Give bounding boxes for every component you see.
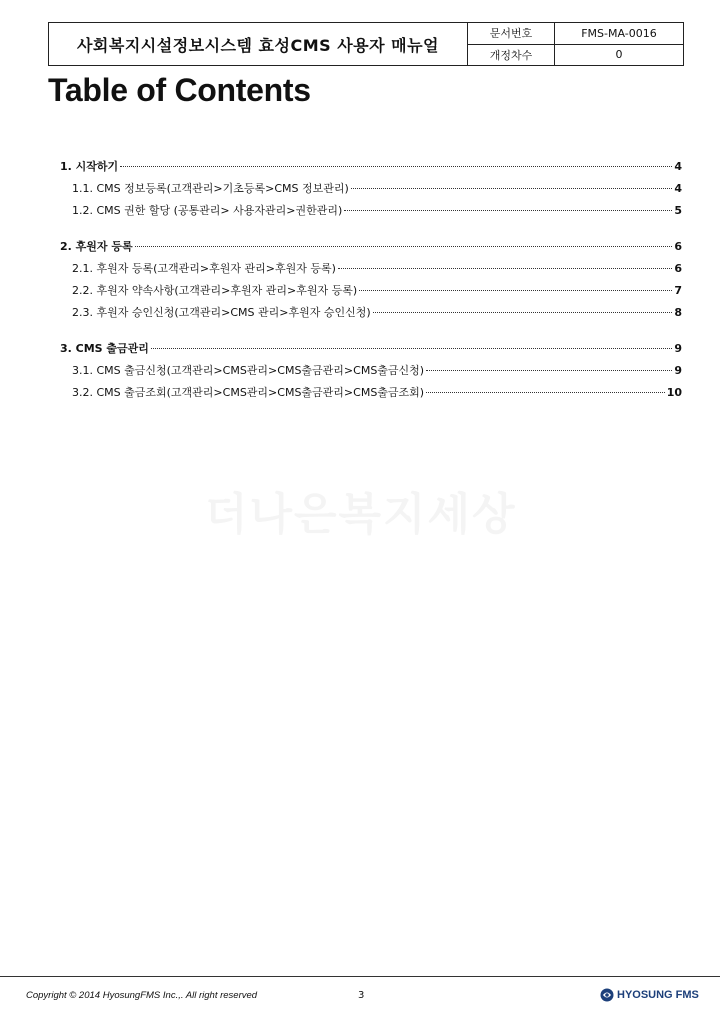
company-logo xyxy=(600,988,699,1002)
toc-page-number: 4 xyxy=(674,182,682,195)
toc-subsection-entry[interactable] xyxy=(60,384,682,406)
toc-page-number: 4 xyxy=(674,160,682,173)
toc-leader-dots xyxy=(344,210,672,211)
toc-section xyxy=(60,158,682,224)
toc-subsection-entry[interactable] xyxy=(60,362,682,384)
footer-copyright: Copyright © 2014 HyosungFMS Inc.,. All right reserved xyxy=(26,990,258,1001)
toc-page-number: 9 xyxy=(674,364,682,377)
revision-label: 개정차수 xyxy=(468,45,555,66)
toc-leader-dots xyxy=(351,188,673,189)
document-header xyxy=(48,22,684,66)
toc-entry-title: 2. 후원자 등록 xyxy=(60,240,133,253)
doc-number-row xyxy=(468,23,683,44)
toc-subsection-entry[interactable] xyxy=(60,304,682,326)
footer-divider xyxy=(0,976,720,977)
toc-section-entry[interactable] xyxy=(60,340,682,362)
toc-section xyxy=(60,340,682,406)
toc-subsection-entry[interactable] xyxy=(60,180,682,202)
toc-entry-title: 3. CMS 출금관리 xyxy=(60,342,149,355)
manual-title: 사회복지시설정보시스템 효성CMS 사용자 매뉴얼 xyxy=(49,23,468,65)
toc-leader-dots xyxy=(338,268,672,269)
document-meta xyxy=(468,23,683,65)
toc-section-entry[interactable] xyxy=(60,158,682,180)
watermark: 더나은복지세상 xyxy=(205,489,517,540)
doc-number-label: 문서번호 xyxy=(468,23,555,44)
toc-section xyxy=(60,238,682,326)
toc-page-number: 8 xyxy=(674,306,682,319)
doc-number-value: FMS-MA-0016 xyxy=(581,26,657,40)
table-of-contents xyxy=(60,158,682,420)
toc-entry-title: 1.2. CMS 권한 할당 (공통관리> 사용자관리>권한관리) xyxy=(72,204,343,217)
toc-page-number: 9 xyxy=(674,342,682,355)
toc-entry-title: 1.1. CMS 정보등록(고객관리>기초등록>CMS 정보관리) xyxy=(72,182,349,195)
logo-text: HYOSUNG FMS xyxy=(617,989,699,1001)
toc-subsection-entry[interactable] xyxy=(60,260,682,282)
toc-entry-title: 3.2. CMS 출금조회(고객관리>CMS관리>CMS출금관리>CMS출금조회) xyxy=(72,386,425,399)
page-number: 3 xyxy=(358,990,365,1001)
toc-heading: Table of Contents xyxy=(48,72,311,108)
toc-subsection-entry[interactable] xyxy=(60,282,682,304)
toc-page-number: 6 xyxy=(674,262,682,275)
toc-leader-dots xyxy=(135,246,673,247)
revision-row xyxy=(468,44,683,66)
toc-entry-title: 2.3. 후원자 승인신청(고객관리>CMS 관리>후원자 승인신청) xyxy=(72,306,371,319)
toc-subsection-entry[interactable] xyxy=(60,202,682,224)
toc-leader-dots xyxy=(151,348,672,349)
toc-leader-dots xyxy=(120,166,672,167)
toc-page-number: 7 xyxy=(674,284,682,297)
toc-page-number: 6 xyxy=(674,240,682,253)
toc-leader-dots xyxy=(373,312,673,313)
toc-entry-title: 2.1. 후원자 등록(고객관리>후원자 관리>후원자 등록) xyxy=(72,262,336,275)
toc-entry-title: 2.2. 후원자 약속사항(고객관리>후원자 관리>후원자 등록) xyxy=(72,284,358,297)
toc-leader-dots xyxy=(426,392,665,393)
toc-leader-dots xyxy=(426,370,672,371)
hyosung-logo-icon xyxy=(600,988,614,1002)
toc-leader-dots xyxy=(359,290,672,291)
toc-page-number: 10 xyxy=(666,386,682,399)
toc-section-entry[interactable] xyxy=(60,238,682,260)
toc-entry-title: 3.1. CMS 출금신청(고객관리>CMS관리>CMS출금관리>CMS출금신청) xyxy=(72,364,425,377)
revision-value: 0 xyxy=(615,48,623,62)
toc-page-number: 5 xyxy=(674,204,682,217)
toc-entry-title: 1. 시작하기 xyxy=(60,160,119,173)
